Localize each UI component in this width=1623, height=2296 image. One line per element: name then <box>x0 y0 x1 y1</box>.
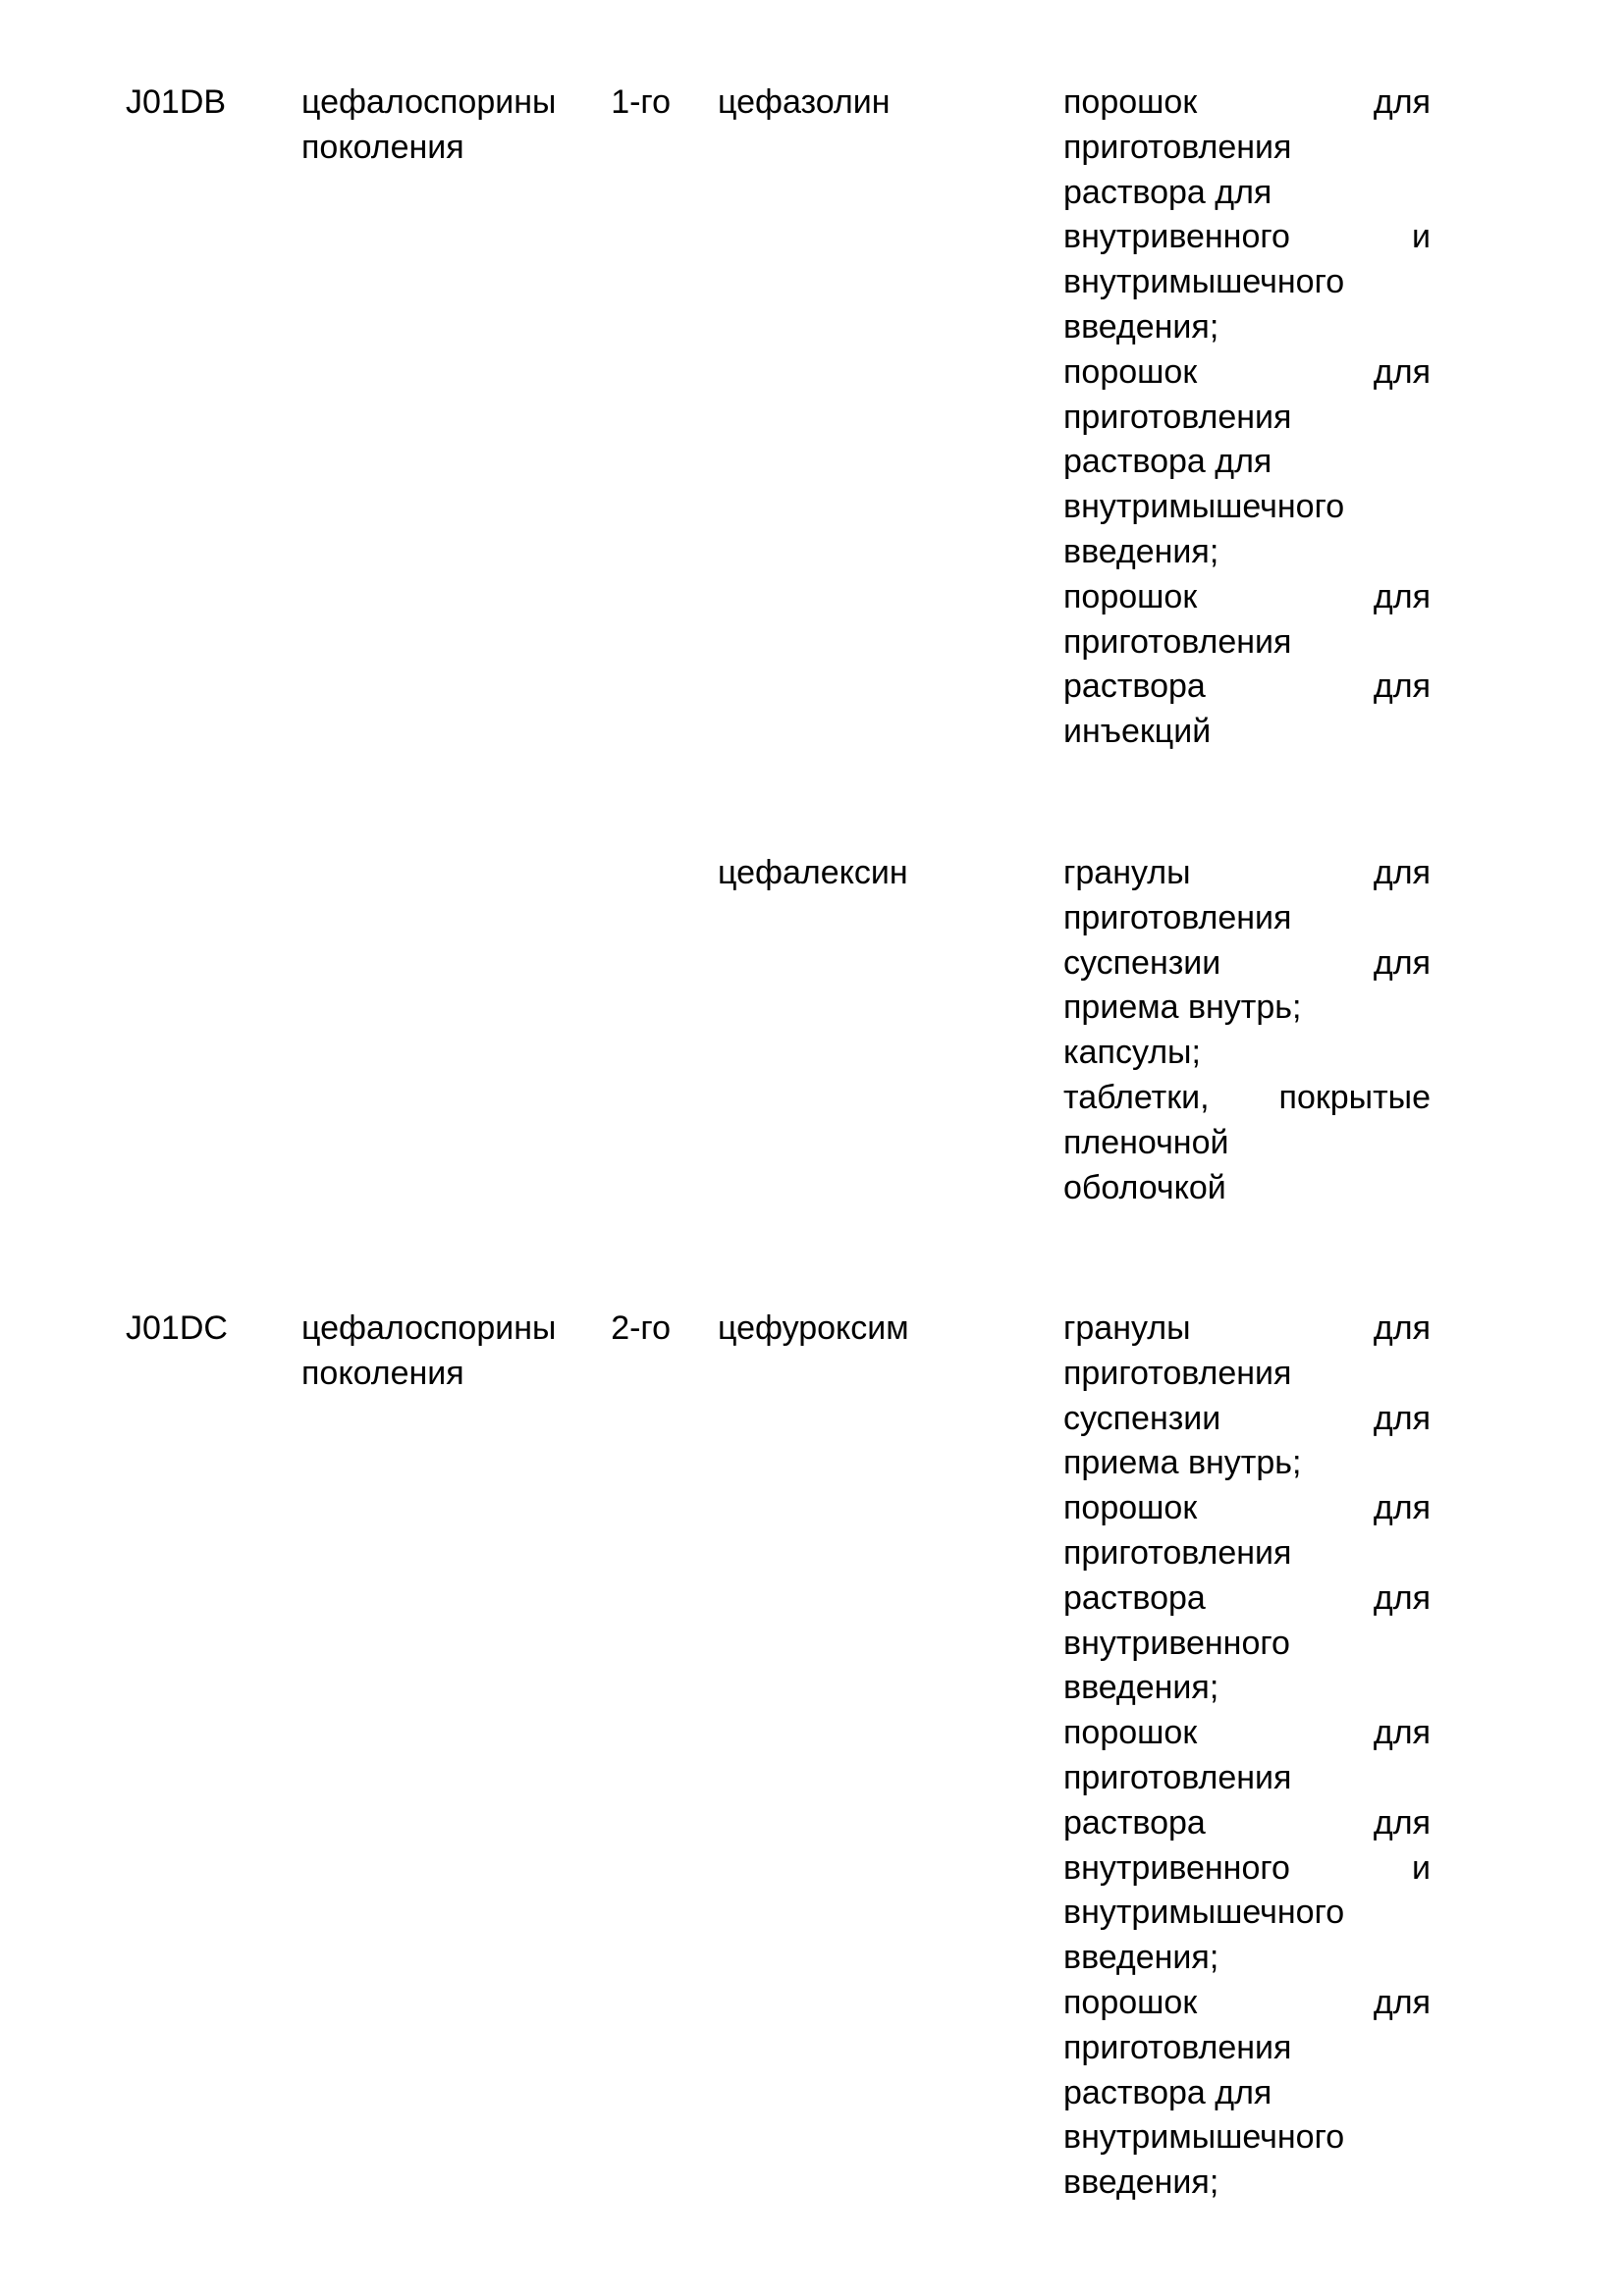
atc-code-j01dc: J01DC <box>126 1309 228 1347</box>
text-line <box>1063 1441 1431 1486</box>
text-line <box>1063 1121 1431 1166</box>
text-line <box>1063 665 1431 710</box>
text-word: для <box>1373 854 1431 891</box>
text-line <box>1063 305 1431 350</box>
text-word: порошок <box>1063 1714 1198 1752</box>
text-word: гранулы <box>1063 854 1191 891</box>
text-word: внутривенного <box>1063 218 1290 256</box>
text-word: порошок <box>1063 83 1198 121</box>
text-line <box>1063 1531 1431 1576</box>
text-line <box>1063 1076 1431 1121</box>
drug-name-cefuroxime: цефуроксим <box>718 1309 909 1347</box>
text-word: внутримышечного <box>1063 488 1345 526</box>
text-word: покрытые <box>1278 1078 1431 1116</box>
text-word: гранулы <box>1063 1309 1191 1347</box>
text-line <box>1063 1486 1431 1531</box>
text-word: приготовления <box>1063 1758 1292 1796</box>
text-word: приготовления <box>1063 1533 1292 1572</box>
text-word: введения; <box>1063 1939 1219 1977</box>
text-line <box>1063 1981 1431 2026</box>
text-word: порошок <box>1063 352 1198 391</box>
group-name-j01dc <box>301 1307 671 1397</box>
text-word: оболочкой <box>1063 1168 1226 1206</box>
text-line <box>1063 485 1431 530</box>
text-line <box>1063 1397 1431 1442</box>
text-line <box>1063 530 1431 575</box>
text-word: для <box>1373 1803 1431 1842</box>
text-line <box>1063 1622 1431 1667</box>
text-word: приготовления <box>1063 128 1292 166</box>
text-word: введения; <box>1063 307 1219 346</box>
text-word: внутримышечного <box>1063 263 1345 301</box>
drug-name-cephalexin: цефалексин <box>718 854 908 891</box>
text-word: приготовления <box>1063 2028 1292 2066</box>
text-line <box>1063 2161 1431 2206</box>
text-line <box>1063 1031 1431 1076</box>
dosage-forms-cephalexin <box>1063 851 1431 1210</box>
text-line <box>1063 1936 1431 1981</box>
text-word: внутримышечного <box>1063 1894 1345 1932</box>
text-line <box>1063 710 1431 755</box>
text-line <box>1063 620 1431 666</box>
text-word: и <box>1412 1848 1431 1887</box>
text-line <box>1063 1666 1431 1711</box>
text-line <box>1063 1756 1431 1801</box>
text-line <box>1063 350 1431 396</box>
atc-code-j01db: J01DB <box>126 83 227 121</box>
text-line <box>1063 1711 1431 1756</box>
text-line <box>1063 260 1431 305</box>
text-line <box>301 1307 671 1352</box>
text-word: для <box>1373 1489 1431 1527</box>
text-word: для <box>1373 577 1431 615</box>
text-word: и <box>1412 218 1431 256</box>
text-word: для <box>1373 83 1431 121</box>
text-line <box>1063 215 1431 260</box>
text-word: приготовления <box>1063 622 1292 661</box>
text-line <box>301 1352 671 1397</box>
dosage-forms-cefuroxime <box>1063 1307 1431 2206</box>
text-word: внутримышечного <box>1063 2118 1345 2157</box>
text-line <box>1063 851 1431 896</box>
text-word: раствора <box>1063 667 1206 706</box>
text-word: порошок <box>1063 577 1198 615</box>
text-word: для <box>1373 1578 1431 1617</box>
text-line <box>1063 896 1431 941</box>
text-word: приема внутрь; <box>1063 1444 1302 1482</box>
text-word: для <box>1373 667 1431 706</box>
text-word: поколения <box>301 1354 464 1392</box>
drug-name-cefazolin: цефазолин <box>718 83 891 121</box>
text-word: раствора для <box>1063 2073 1272 2111</box>
text-word: цефалоспорины <box>301 83 557 121</box>
text-word: капсулы; <box>1063 1034 1201 1072</box>
text-word: приготовления <box>1063 398 1292 436</box>
text-word: 1-го <box>611 83 671 121</box>
text-word: инъекций <box>1063 713 1212 751</box>
text-line <box>1063 1891 1431 1936</box>
text-line <box>301 126 671 171</box>
text-word: таблетки, <box>1063 1078 1210 1116</box>
text-word: суспензии <box>1063 1399 1221 1437</box>
text-word: введения; <box>1063 532 1219 570</box>
text-line <box>1063 941 1431 987</box>
text-word: 2-го <box>611 1309 671 1347</box>
group-name-j01db <box>301 80 671 171</box>
text-word: раствора для <box>1063 173 1272 211</box>
text-word: раствора <box>1063 1803 1206 1842</box>
text-word: для <box>1373 1983 1431 2021</box>
text-word: внутривенного <box>1063 1624 1290 1662</box>
text-word: для <box>1373 1309 1431 1347</box>
text-word: порошок <box>1063 1489 1198 1527</box>
text-word: цефалоспорины <box>301 1309 557 1347</box>
text-line <box>1063 986 1431 1031</box>
text-line <box>1063 2115 1431 2161</box>
text-line <box>301 80 671 126</box>
text-word: приема внутрь; <box>1063 988 1302 1027</box>
text-line <box>1063 1352 1431 1397</box>
text-word: для <box>1373 1714 1431 1752</box>
text-word: для <box>1373 1399 1431 1437</box>
text-word: введения; <box>1063 2163 1219 2202</box>
text-word: раствора <box>1063 1578 1206 1617</box>
text-word: пленочной <box>1063 1123 1229 1161</box>
text-line <box>1063 80 1431 126</box>
text-word: приготовления <box>1063 1354 1292 1392</box>
text-word: поколения <box>301 128 464 166</box>
text-word: для <box>1373 352 1431 391</box>
text-word: введения; <box>1063 1669 1219 1707</box>
text-line <box>1063 171 1431 216</box>
text-word: суспензии <box>1063 943 1221 982</box>
text-line <box>1063 440 1431 485</box>
dosage-forms-cefazolin <box>1063 80 1431 755</box>
text-line <box>1063 396 1431 441</box>
text-line <box>1063 1166 1431 1211</box>
text-word: для <box>1373 943 1431 982</box>
text-word: внутривенного <box>1063 1848 1290 1887</box>
text-line <box>1063 2026 1431 2071</box>
text-line <box>1063 1846 1431 1892</box>
text-line <box>1063 126 1431 171</box>
text-line <box>1063 1307 1431 1352</box>
text-line <box>1063 575 1431 620</box>
text-line <box>1063 2071 1431 2116</box>
text-line <box>1063 1576 1431 1622</box>
text-word: порошок <box>1063 1983 1198 2021</box>
text-word: раствора для <box>1063 443 1272 481</box>
text-line <box>1063 1801 1431 1846</box>
text-word: приготовления <box>1063 898 1292 936</box>
